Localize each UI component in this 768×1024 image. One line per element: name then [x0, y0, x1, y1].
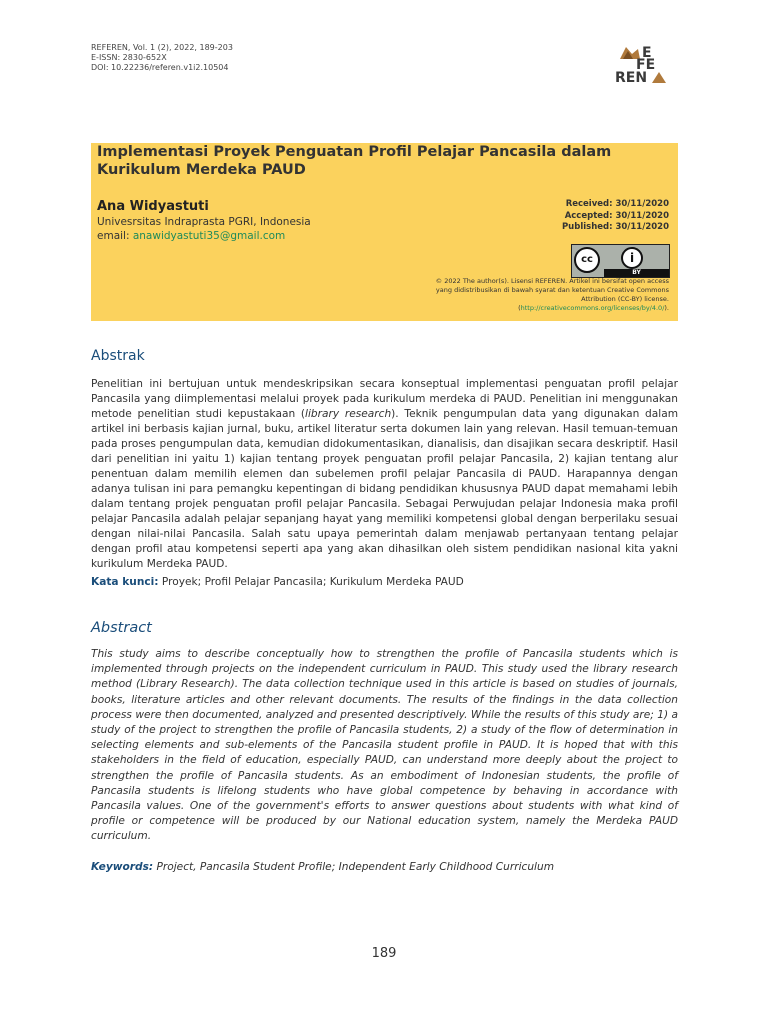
kata-kunci-label: Kata kunci: [91, 576, 159, 588]
abstrak-body [91, 377, 678, 572]
journal-logo [612, 42, 668, 86]
abstrak-text-italic: library research [305, 408, 392, 420]
kata-kunci [91, 576, 678, 588]
page-number: 189 [371, 946, 397, 961]
cc-by-license-icon[interactable] [571, 244, 670, 278]
journal-meta [91, 43, 233, 73]
date-published: Published: 30/11/2020 [561, 222, 669, 232]
cc-icon: cc [574, 247, 600, 273]
logo-accent-icon [652, 71, 666, 83]
article-dates [562, 199, 669, 234]
kata-kunci-values: Proyek; Profil Pelajar Pancasila; Kurikulum Merdeka PAUD [161, 576, 464, 588]
article-header-box [91, 143, 678, 321]
date-accepted: Accepted: 30/11/2020 [564, 210, 669, 221]
keywords [91, 861, 678, 873]
author-name: Ana Widyastuti [97, 199, 209, 214]
date-received: Received: 30/11/2020 [565, 199, 669, 209]
attribution-icon: i [621, 247, 643, 269]
abstrak-heading: Abstrak [91, 348, 145, 364]
abstract-heading: Abstract [91, 620, 152, 636]
by-label: BY [604, 269, 669, 277]
license-text: © 2022 The author(s). Lisensi REFEREN. Artikel ini bersifat open access yang didistribusikan di bawah syarat dan ketentuan Creative Commons Attribution (CC-BY) license. [435, 277, 669, 303]
logo-letters-bottom: REN [615, 70, 648, 86]
license-url-suffix: ). [664, 304, 669, 312]
license-url-prefix: ( [518, 304, 521, 312]
keywords-label: Keywords: [91, 861, 154, 873]
journal-doi: DOI: 10.22236/referen.v1i2.10504 [91, 63, 229, 72]
author-affiliation: Univesrsitas Indraprasta PGRI, Indonesia [97, 216, 311, 228]
license-statement [429, 277, 669, 313]
email-link[interactable]: anawidyastuti35@gmail.com [132, 230, 286, 242]
abstrak-text-1: Penelitian ini bertujuan untuk mendeskripsikan secara konseptual implementasi penguatan profil pelajar Pancasila yang diimplementasi melalui proyek pada kurikulum merdeka di PAUD. Penelitian ini menggunakan metode penelitian studi kepustakaan ( [91, 378, 678, 420]
abstrak-text-2: ). Teknik pengumpulan data yang digunakan dalam artikel ini berbasis kajian jurnal, buku, artikel literatur serta dokumen lain yang relevan. Hasil temuan-temuan pada proses pengumpulan data, kemudian didokumentasikan, dianalisis, dan disajikan secara deskriptif. Hasil dari penelitian ini yaitu 1) kajian tentang proyek penguatan profil pelajar Pancasila, 2) kajian tentang alur penentuan dalam memilih elemen dan subelemen profil pelajar Pancasila di PAUD. Harapannya dengan adanya tulisan ini para pemangku kepentingan di bidang pendidikan khususnya PAUD dapat memahami lebih dalam tentang projek penguatan profil pelajar Pancasila. Sebagai Perwujudan pelajar Indonesia maka profil pelajar Pancasila adalah pelajar sepanjang hayat yang memiliki kompetensi global dengan berperilaku sesuai dengan nilai-nilai Pancasila. Salah satu upaya pemerintah dalam menjawab pertanyaan tentang pelajar dengan profil atau kompetensi seperti apa yang akan dihasilkan oleh sistem pendidikan nasional kita yakni kurikulum Merdeka PAUD. [91, 408, 679, 570]
license-url-link[interactable]: http://creativecommons.org/licenses/by/4.0/ [520, 304, 665, 312]
email-label: email: [97, 230, 130, 242]
abstract-body: This study aims to describe conceptually how to strengthen the profile of Pancasila students which is implemented through projects on the independent curriculum in PAUD. This study used the library research method (Library Research). The data collection technique used in this article is based on studies of journals, books, literature articles and other relevant documents. The results of the findings in the data collection process were then documented, analyzed and presented descriptively. While the results of this study are; 1) a study of the project to strengthen the profile of Pancasila students, 2) a study of the flow of determination in selecting elements and sub-elements of the Pancasila student profile in PAUD. It is hoped that with this stakeholders in the field of education, especially PAUD, can understand more deeply about the project to strengthen the profile of Pancasila students. As an embodiment of Indonesian students, the profile of Pancasila students is lifelong students who have global competence by behaving in accordance with Pancasila values. One of the government's efforts to answer questions about students with what kind of profile or competence will be produced by our National education system, namely the Merdeka PAUD curriculum. [91, 648, 678, 843]
article-title: Implementasi Proyek Penguatan Profil Pelajar Pancasila dalam Kurikulum Merdeka PAUD [97, 144, 612, 178]
logo-letters-mid: FE [636, 57, 656, 73]
author-email-line [97, 230, 285, 242]
keywords-values: Project, Pancasila Student Profile; Independent Early Childhood Curriculum [156, 861, 555, 873]
journal-citation: REFEREN, Vol. 1 (2), 2022, 189-203 [91, 43, 233, 52]
logo-letters-top: E [642, 45, 652, 61]
journal-issn: E-ISSN: 2830-652X [91, 53, 167, 62]
